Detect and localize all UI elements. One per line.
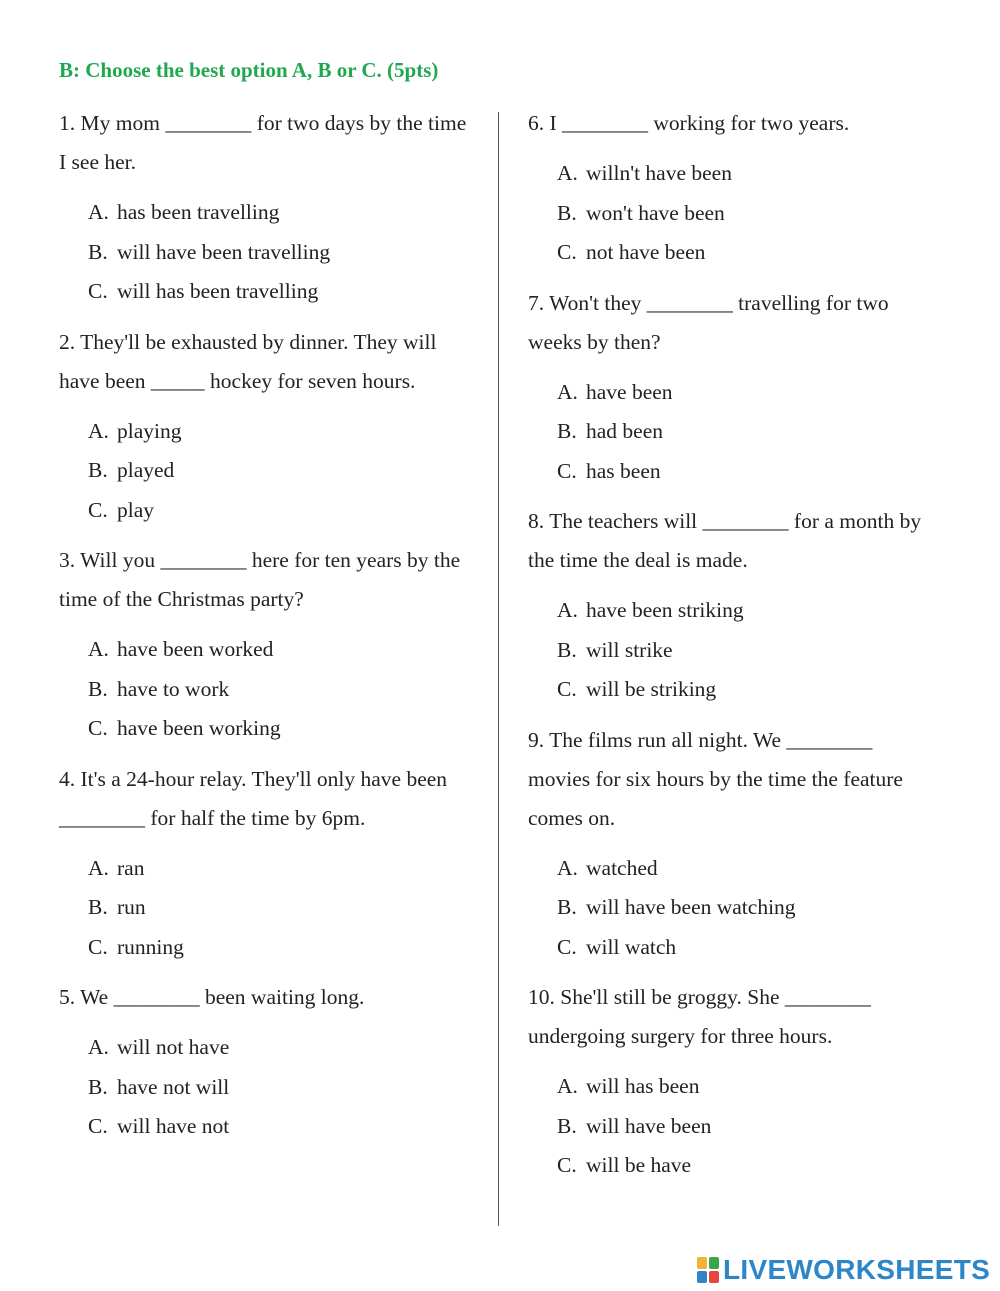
option-letter: C. xyxy=(88,716,108,740)
option-c[interactable] xyxy=(59,1107,474,1147)
right-column xyxy=(528,104,938,1197)
question-1 xyxy=(59,104,474,312)
question-text: 10. She'll still be groggy. She ________ undergoing surgery for three hours. xyxy=(528,985,871,1048)
option-text: have been xyxy=(586,379,673,404)
option-text: has been travelling xyxy=(117,200,280,224)
option-letter: A. xyxy=(88,200,109,224)
option-letter: A. xyxy=(88,637,109,661)
option-text: will be striking xyxy=(586,677,717,701)
option-c[interactable] xyxy=(59,928,474,968)
question-2 xyxy=(59,323,474,531)
option-text: have been worked xyxy=(117,637,274,661)
option-text: have been working xyxy=(117,716,281,740)
question-text: 8. The teachers will ________ for a month by the time the deal is made. xyxy=(528,509,922,572)
option-text: will watch xyxy=(586,934,677,959)
option-text: will strike xyxy=(586,637,673,662)
option-c[interactable] xyxy=(528,928,938,968)
option-letter: C. xyxy=(557,1153,577,1177)
liveworksheets-logo-icon xyxy=(697,1257,719,1283)
option-text: watched xyxy=(586,855,658,880)
option-b[interactable] xyxy=(59,888,474,928)
option-letter: B. xyxy=(88,676,108,701)
option-a[interactable] xyxy=(59,630,474,670)
option-letter: A. xyxy=(557,161,578,185)
option-letter: A. xyxy=(557,598,578,622)
option-c[interactable] xyxy=(528,233,938,273)
option-letter: B. xyxy=(557,895,577,919)
option-b[interactable] xyxy=(528,631,938,671)
option-b[interactable] xyxy=(528,412,938,452)
option-text: has been xyxy=(586,458,661,483)
option-text: will has been xyxy=(586,1074,700,1098)
option-b[interactable] xyxy=(59,451,474,491)
left-column xyxy=(59,104,474,1158)
option-text: run xyxy=(117,895,146,919)
option-letter: C. xyxy=(557,934,577,959)
option-text: running xyxy=(117,934,184,959)
question-text: 3. Will you ________ here for ten years by the time of the Christmas party? xyxy=(59,548,461,611)
question-text: 1. My mom ________ for two days by the time I see her. xyxy=(59,111,467,174)
question-7 xyxy=(528,284,938,492)
question-text: 4. It's a 24-hour relay. They'll only have been ________ for half the time by 6pm. xyxy=(59,766,448,830)
option-text: won't have been xyxy=(586,200,725,225)
option-text: will have not xyxy=(117,1114,230,1138)
option-c[interactable] xyxy=(528,1146,938,1186)
option-text: ran xyxy=(117,855,145,880)
option-text: will be have xyxy=(586,1153,692,1177)
option-text: had been xyxy=(586,419,664,443)
option-letter: B. xyxy=(557,419,577,443)
question-text: 6. I ________ working for two years. xyxy=(528,111,850,135)
liveworksheets-logo[interactable] xyxy=(697,1254,990,1286)
question-text: 7. Won't they ________ travelling for two weeks by then? xyxy=(528,290,889,354)
option-a[interactable] xyxy=(528,849,938,889)
option-b[interactable] xyxy=(528,194,938,234)
question-text: 2. They'll be exhausted by dinner. They will have been _____ hockey for seven hours. xyxy=(59,329,437,393)
option-c[interactable] xyxy=(528,670,938,710)
question-10 xyxy=(528,978,938,1186)
option-letter: C. xyxy=(557,240,577,264)
option-c[interactable] xyxy=(59,272,474,312)
question-8 xyxy=(528,502,938,710)
question-6 xyxy=(528,104,938,273)
option-b[interactable] xyxy=(528,888,938,928)
option-letter: C. xyxy=(557,458,577,483)
option-letter: C. xyxy=(88,497,108,522)
option-a[interactable] xyxy=(59,412,474,452)
option-c[interactable] xyxy=(59,709,474,749)
option-letter: C. xyxy=(88,1114,108,1138)
option-letter: B. xyxy=(88,895,108,919)
option-letter: C. xyxy=(88,934,108,959)
question-text: 5. We ________ been waiting long. xyxy=(59,985,365,1009)
question-text: 9. The films run all night. We ________ movies for six hours by the time the feature comes on. xyxy=(528,727,903,830)
option-letter: B. xyxy=(88,458,108,482)
option-a[interactable] xyxy=(528,154,938,194)
logo-text: LIVEWORKSHEETS xyxy=(723,1254,991,1285)
option-a[interactable] xyxy=(528,591,938,631)
option-b[interactable] xyxy=(59,233,474,273)
option-text: have not will xyxy=(117,1074,230,1099)
option-text: playing xyxy=(117,418,182,443)
option-letter: B. xyxy=(88,1074,108,1099)
option-b[interactable] xyxy=(528,1107,938,1147)
option-a[interactable] xyxy=(528,1067,938,1107)
option-b[interactable] xyxy=(59,1068,474,1108)
option-text: willn't have been xyxy=(586,161,732,185)
option-letter: A. xyxy=(557,855,578,880)
option-text: will have been watching xyxy=(586,895,796,919)
option-text: have been striking xyxy=(586,598,744,622)
option-c[interactable] xyxy=(528,452,938,492)
option-a[interactable] xyxy=(59,193,474,233)
option-letter: C. xyxy=(557,677,577,701)
option-letter: A. xyxy=(88,1035,109,1059)
option-text: play xyxy=(117,497,155,522)
option-letter: B. xyxy=(88,239,108,264)
option-a[interactable] xyxy=(59,849,474,889)
option-letter: B. xyxy=(557,200,577,225)
option-text: have to work xyxy=(117,676,230,701)
option-letter: C. xyxy=(88,279,108,303)
option-text: will has been travelling xyxy=(117,279,319,303)
option-text: not have been xyxy=(586,240,706,264)
option-a[interactable] xyxy=(59,1028,474,1068)
option-c[interactable] xyxy=(59,491,474,531)
option-b[interactable] xyxy=(59,670,474,710)
question-3 xyxy=(59,541,474,749)
question-5 xyxy=(59,978,474,1147)
option-letter: A. xyxy=(557,1074,578,1098)
section-heading: B: Choose the best option A, B or C. (5pts) xyxy=(59,58,439,82)
option-letter: B. xyxy=(557,637,577,662)
question-9 xyxy=(528,721,938,968)
option-letter: A. xyxy=(88,418,109,443)
column-divider xyxy=(498,112,499,1226)
option-letter: B. xyxy=(557,1113,577,1138)
option-letter: A. xyxy=(88,855,109,880)
option-text: played xyxy=(117,458,175,482)
option-a[interactable] xyxy=(528,373,938,413)
option-text: will have been xyxy=(586,1113,712,1138)
option-text: will have been travelling xyxy=(117,239,331,264)
question-4 xyxy=(59,760,474,968)
option-letter: A. xyxy=(557,379,578,404)
option-text: will not have xyxy=(117,1035,230,1059)
